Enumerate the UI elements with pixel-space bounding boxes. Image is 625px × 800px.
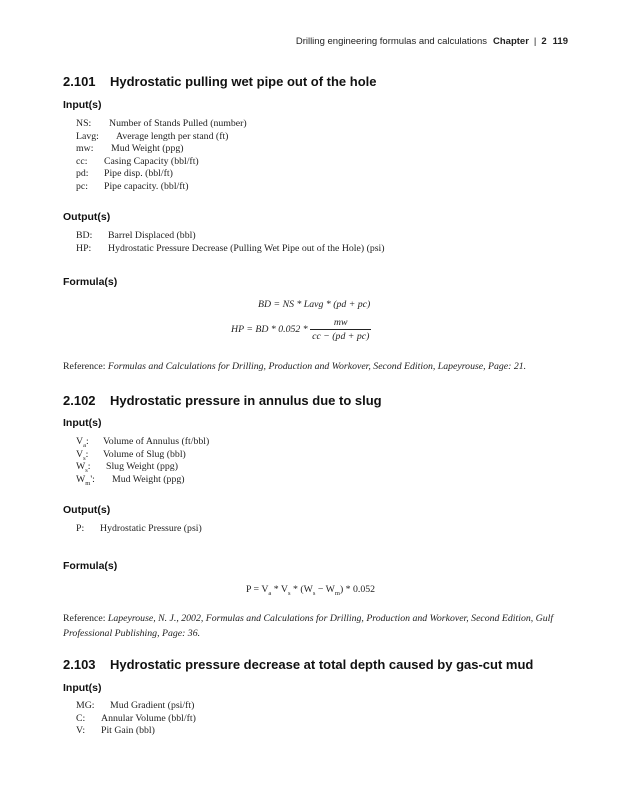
list-item <box>76 156 247 169</box>
outputs-heading: Output(s) <box>63 211 111 223</box>
input-list <box>76 700 196 738</box>
list-item <box>76 725 196 738</box>
section-number: 2.101 <box>63 74 96 89</box>
variable-description: Slug Weight (ppg) <box>106 461 178 472</box>
variable-description: Pit Gain (bbl) <box>101 725 155 736</box>
list-item <box>76 230 385 243</box>
variable-description: Average length per stand (ft) <box>116 130 229 142</box>
formulas-heading: Formula(s) <box>63 276 118 288</box>
list-item <box>76 700 196 713</box>
inputs-heading: Input(s) <box>63 99 102 111</box>
variable-symbol: $V_a$: <box>76 436 89 449</box>
formulas-heading: Formula(s) <box>63 560 118 572</box>
variable-description: Volume of Annulus (ft/bbl) <box>103 436 210 447</box>
list-item <box>76 474 209 487</box>
list-item <box>76 523 202 536</box>
variable-description: Pipe capacity. (bbl/ft) <box>104 180 189 192</box>
list-item <box>76 713 196 726</box>
variable-description: Casing Capacity (bbl/ft) <box>104 155 199 167</box>
list-item <box>76 131 247 144</box>
variable-symbol: $W_s$: <box>76 461 91 474</box>
variable-symbol: NS: <box>76 118 92 129</box>
reference-2-102 <box>63 611 563 641</box>
variable-symbol: MG: <box>76 700 95 711</box>
formula-barrel-displaced: BD = NS * Lavg * (pd + pc) <box>258 299 371 310</box>
section-heading: Hydrostatic pressure in annulus due to slug <box>110 393 382 408</box>
variable-description: Barrel Displaced (bbl) <box>108 230 196 241</box>
formula-fraction <box>310 317 371 342</box>
fraction-numerator: mw <box>310 317 371 330</box>
section-heading: Hydrostatic pulling wet pipe out of the hole <box>110 74 377 89</box>
input-list <box>76 118 247 193</box>
section-title-2-102 <box>63 393 382 408</box>
variable-description: Number of Stands Pulled (number) <box>109 118 247 129</box>
variable-symbol: $W_m'$: <box>76 473 95 487</box>
variable-description: Mud Gradient (psi/ft) <box>110 700 195 711</box>
variable-symbol: V: <box>76 725 86 736</box>
variable-symbol: HP: <box>76 242 92 254</box>
variable-symbol: Lavg: <box>76 130 99 142</box>
output-list <box>76 230 385 255</box>
formula-hydrostatic-pressure <box>231 317 371 342</box>
section-title-2-103 <box>63 657 533 672</box>
variable-description: Annular Volume (bbl/ft) <box>101 712 196 724</box>
variable-symbol: P: <box>76 523 85 534</box>
section-heading: Hydrostatic pressure decrease at total depth caused by gas-cut mud <box>110 657 534 672</box>
variable-symbol: mw: <box>76 143 94 154</box>
variable-symbol: $V_s$: <box>76 448 89 462</box>
section-title-2-101 <box>63 74 377 89</box>
page-number: 119 <box>552 36 568 47</box>
section-number: 2.102 <box>63 393 96 408</box>
reference-text: Lapeyrouse, N. J., 2002, Formulas and Calculations for Drilling, Production and Workover, Second Edition, Gulf Professional Publishing, Page: 36. <box>63 613 554 639</box>
reference-label: Reference: <box>63 361 106 372</box>
list-item <box>76 449 209 462</box>
variable-description: Mud Weight (ppg) <box>111 143 184 154</box>
chapter-number: 2 <box>541 36 547 47</box>
reference-2-101 <box>63 359 563 374</box>
list-item <box>76 118 247 131</box>
running-title: Drilling engineering formulas and calculations <box>295 36 487 47</box>
section-number: 2.103 <box>63 657 96 672</box>
reference-label: Reference: <box>63 613 106 624</box>
variable-symbol: C: <box>76 712 86 724</box>
fraction-denominator: cc − (pd + pc) <box>312 331 370 342</box>
list-item <box>76 181 247 194</box>
variable-description: Pipe disp. (bbl/ft) <box>104 168 173 179</box>
header-separator: | <box>533 36 537 47</box>
list-item <box>76 168 247 181</box>
variable-description: Volume of Slug (bbl) <box>103 448 186 460</box>
variable-symbol: cc: <box>76 155 88 167</box>
outputs-heading: Output(s) <box>63 504 111 516</box>
variable-description: Mud Weight (ppg) <box>112 473 185 485</box>
inputs-heading: Input(s) <box>63 682 102 694</box>
variable-description: Hydrostatic Pressure (psi) <box>100 523 202 534</box>
reference-text: Formulas and Calculations for Drilling, Production and Workover, Second Edition, Lapeyrouse, Page: 21. <box>107 361 527 372</box>
input-list <box>76 436 209 486</box>
output-list <box>76 523 202 536</box>
formula-slug-pressure: $P = V_a * V_s * (W_s - W_m) * 0.052$ <box>246 584 376 597</box>
list-item <box>76 143 247 156</box>
list-item <box>76 243 385 256</box>
list-item <box>76 436 209 449</box>
running-header <box>296 36 568 47</box>
variable-symbol: pc: <box>76 180 88 192</box>
chapter-label: Chapter <box>493 36 529 47</box>
inputs-heading: Input(s) <box>63 417 102 429</box>
variable-description: Hydrostatic Pressure Decrease (Pulling Wet Pipe out of the Hole) (psi) <box>108 242 385 254</box>
variable-symbol: pd: <box>76 168 89 179</box>
formula-lhs: HP = BD * 0.052 * <box>231 323 308 335</box>
variable-symbol: BD: <box>76 230 93 241</box>
list-item <box>76 461 209 474</box>
